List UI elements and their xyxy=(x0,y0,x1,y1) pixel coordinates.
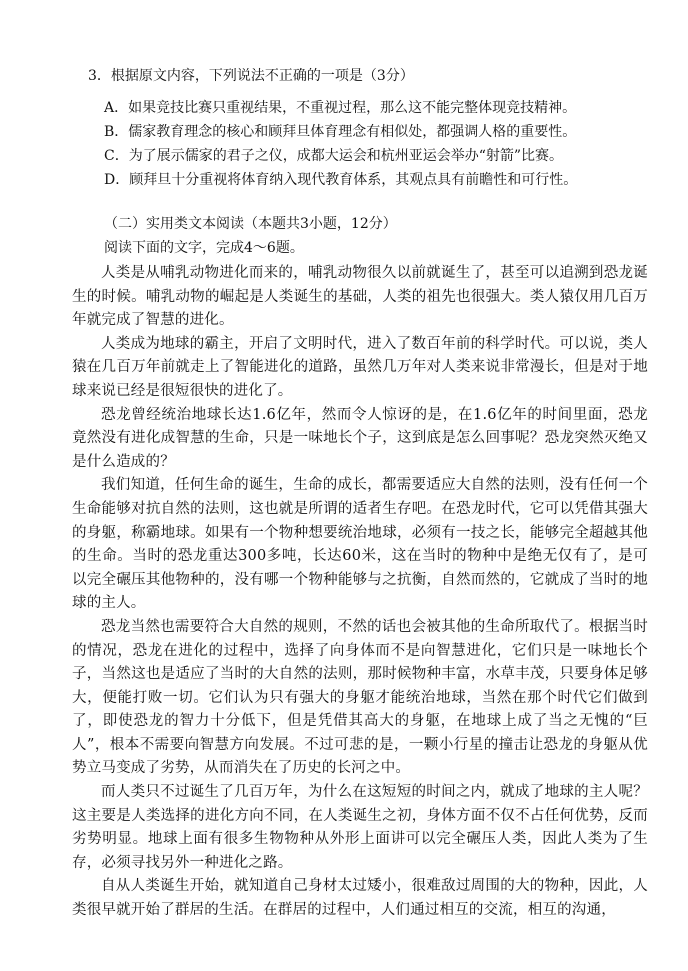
article-paragraph-7: 自从人类诞生开始，就知道自己身材太过矮小，很难敌过周围的大的物种，因此，人类很早就开始了群居的生活。在群居的过程中，人们通过相互的交流，相互的沟通， xyxy=(72,878,648,919)
article-paragraph-4: 我们知道，任何生命的诞生，生命的成长，都需要适应大自然的法则，没有任何一个生命能够对抗自然的法则，这也就是所谓的适者生存吧。在恐龙时代，它可以凭借其强大的身躯，称霸地球。如果有一个物种想要统治地球，必须有一技之长，能够完全超越其他的生命。当时的恐龙重达300多吨，长达60米，这在当时的物种中是绝无仅有了，是可以完全碾压其他物种的，没有哪一个物种能够与之抗衡，自然而然的，它就成了当时的地球的主人。 xyxy=(72,477,648,612)
article-paragraph-3: 恐龙曾经统治地球长达1.6亿年，然而令人惊讶的是，在1.6亿年的时间里面，恐龙竟然没有进化成智慧的生命，只是一味地长个子，这到底是怎么回事呢？恐龙突然灭绝又是什么造成的？ xyxy=(72,406,648,470)
article-paragraph-2: 人类成为地球的霸主，开启了文明时代，进入了数百年前的科学时代。可以说，类人猿在几百万年前就走上了智能进化的道路，虽然几万年对人类来说非常漫长，但是对于地球来说已经是很短很快的进化了。 xyxy=(72,335,648,399)
question-3-option-b: B．儒家教育理念的核心和顾拜旦体育理念有相似处，都强调人格的重要性。 xyxy=(104,124,577,140)
question-3-option-a: A．如果竞技比赛只重视结果，不重视过程，那么这不能完整体现竞技精神。 xyxy=(104,100,577,116)
question-3-option-d: D．顾拜旦十分重视将体育纳入现代教育体系，其观点具有前瞻性和可行性。 xyxy=(104,172,578,188)
article-body xyxy=(72,262,648,923)
section-2-title: （二）实用类文本阅读（本题共3小题，12分） xyxy=(104,216,397,232)
article-paragraph-1: 人类是从哺乳动物进化而来的，哺乳动物很久以前就诞生了，甚至可以追溯到恐龙诞生的时候。哺乳动物的崛起是人类诞生的基础，人类的祖先也很强大。类人猿仅用几百万年就完成了智慧的进化。 xyxy=(72,265,648,329)
section-2-instruction: 阅读下面的文字，完成4～6题。 xyxy=(104,240,304,256)
article-paragraph-5: 恐龙当然也需要符合大自然的规则，不然的话也会被其他的生命所取代了。根据当时的情况，恐龙在进化的过程中，选择了向身体而不是向智慧进化，它们只是一味地长个子，当然这也是适应了当时的大自然的法则，那时候物种丰富，水草丰茂，只要身体足够大，便能打败一切。它们认为只有强大的身躯才能统治地球，当然在那个时代它们做到了，即使恐龙的智力十分低下，但是凭借其高大的身躯，在地球上成了当之无愧的“巨人”，根本不需要向智慧方向发展。不过可悲的是，一颗小行星的撞击让恐龙的身躯从优势立马变成了劣势，从而消失在了历史的长河之中。 xyxy=(72,618,648,777)
question-3-stem: 3．根据原文内容，下列说法不正确的一项是（3分） xyxy=(88,68,414,84)
article-paragraph-6: 而人类只不过诞生了几百万年，为什么在这短短的时间之内，就成了地球的主人呢？这主要是人类选择的进化方向不同，在人类诞生之初，身体方面不仅不占任何优势，反而劣势明显。地球上面有很多生物物种从外形上面讲可以完全碾压人类，因此人类为了生存，必须寻找另外一种进化之路。 xyxy=(72,784,648,871)
question-3-option-c: C．为了展示儒家的君子之仪，成都大运会和杭州亚运会举办“射箭”比赛。 xyxy=(104,148,564,164)
